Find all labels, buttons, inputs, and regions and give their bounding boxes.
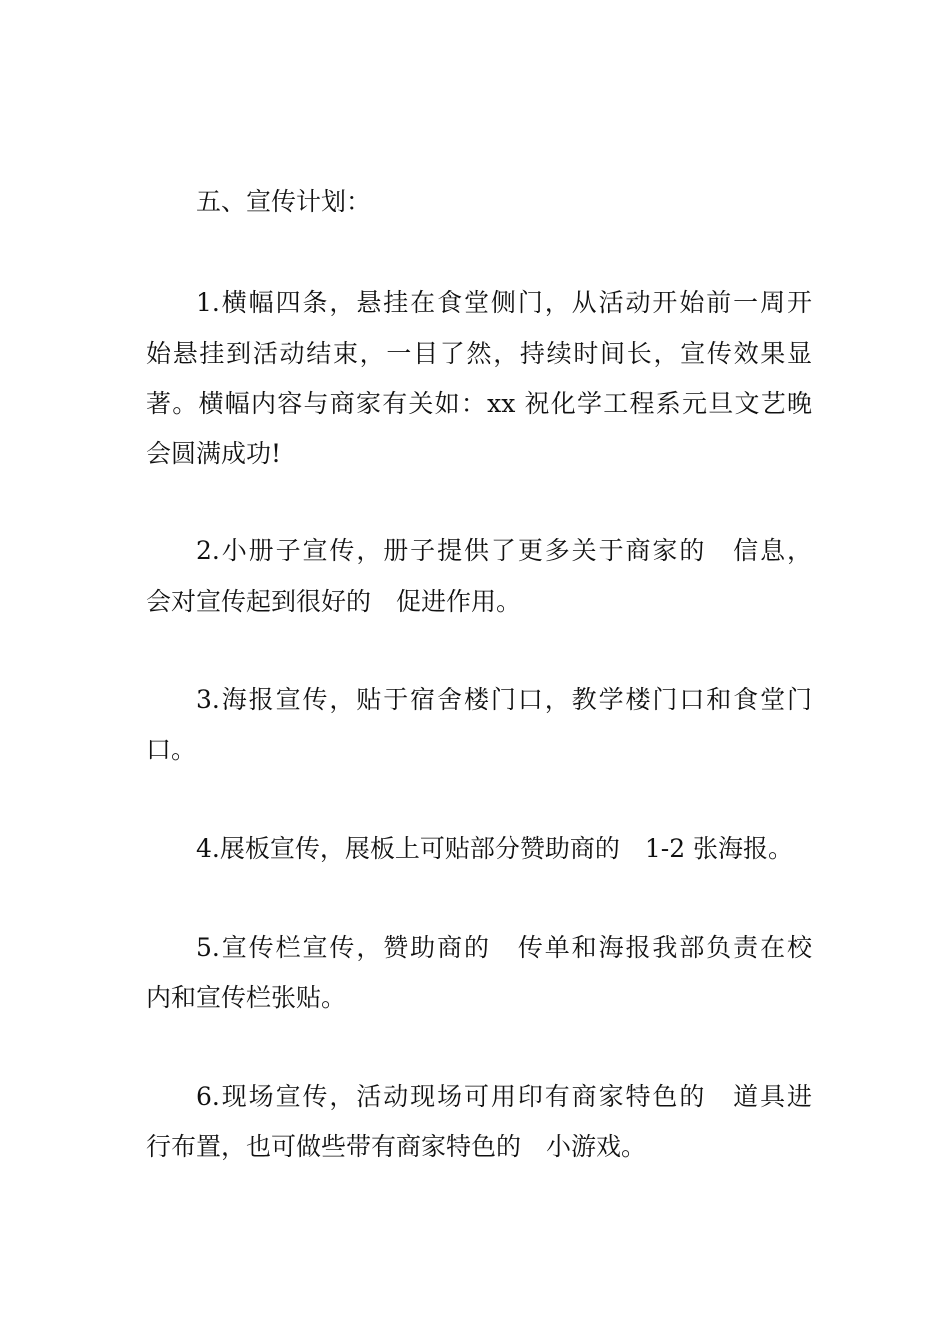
paragraph-5-line-1: 5.宣传栏宣传，赞助商的 传单和海报我部负责在校: [196, 933, 812, 962]
paragraph-2-line-1: 2.小册子宣传，册子提供了更多关于商家的 信息，: [196, 536, 812, 565]
paragraph-2-line-2: 会对宣传起到很好的 促进作用。: [146, 587, 522, 616]
paragraph-4-line-1: 4.展板宣传，展板上可贴部分赞助商的 1-2 张海报。: [196, 834, 794, 863]
paragraph-6-line-2: 行布置，也可做些带有商家特色的 小游戏。: [146, 1132, 647, 1161]
paragraph-1-line-2: 始悬挂到活动结束，一目了然，持续时间长，宣传效果显: [146, 339, 812, 368]
paragraph-5-line-2: 内和宣传栏张贴。: [146, 983, 347, 1012]
section-heading: 五、宣传计划：: [196, 187, 372, 216]
paragraph-3-line-1: 3.海报宣传，贴于宿舍楼门口，教学楼门口和食堂门: [196, 685, 812, 714]
paragraph-1-line-1: 1.横幅四条，悬挂在食堂侧门，从活动开始前一周开: [196, 288, 812, 317]
paragraph-1-line-4: 会圆满成功!: [146, 439, 282, 468]
paragraph-6-line-1: 6.现场宣传，活动现场可用印有商家特色的 道具进: [196, 1082, 812, 1111]
paragraph-3-line-2: 口。: [146, 735, 197, 764]
paragraph-1-line-3: 著。横幅内容与商家有关如：xx 祝化学工程系元旦文艺晚: [146, 389, 812, 418]
